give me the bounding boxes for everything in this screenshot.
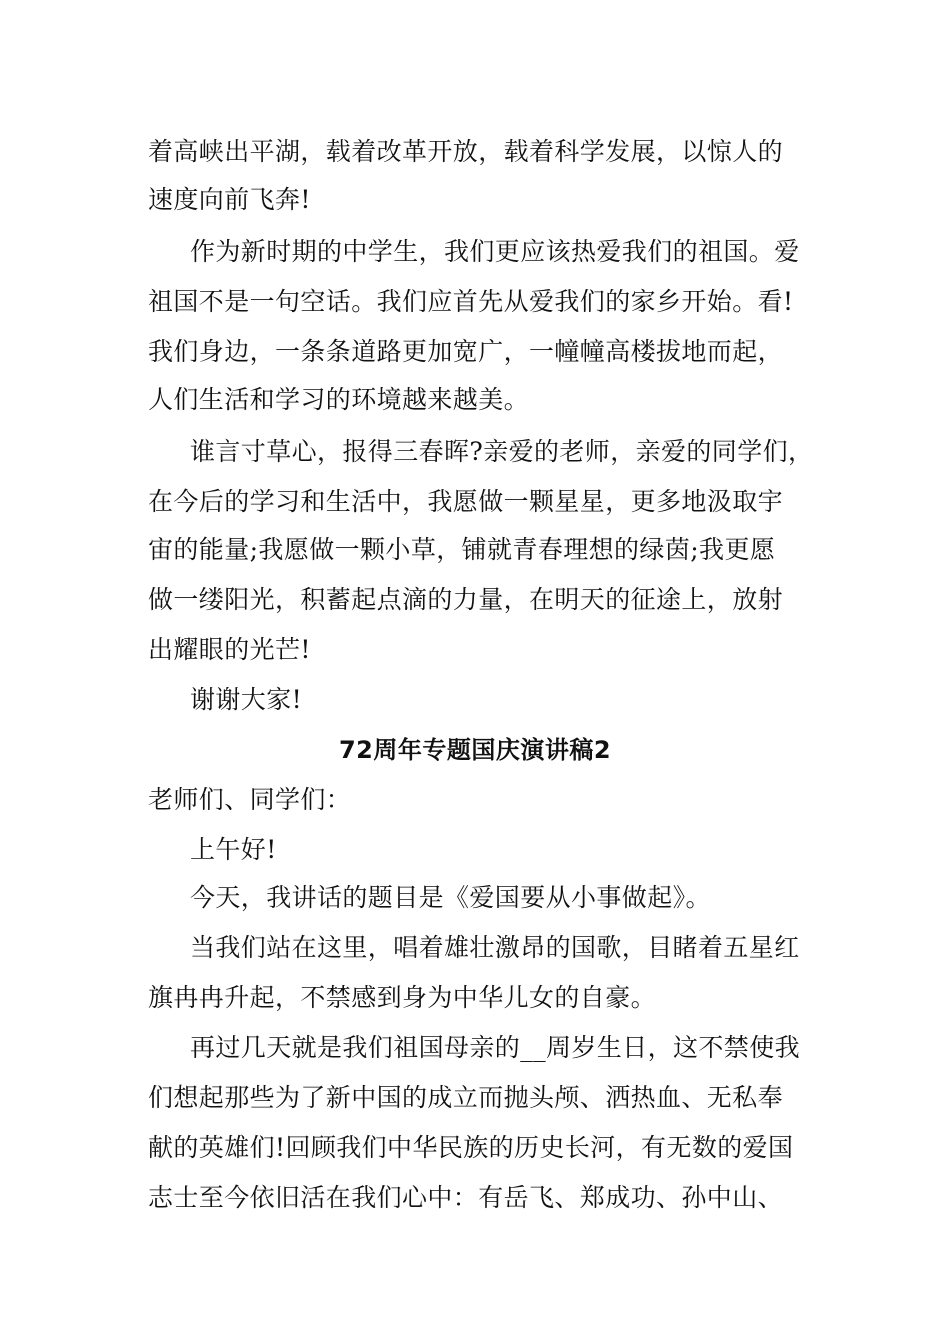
text-line: 我们身边，一条条道路更加宽广，一幢幢高楼拔地而起， — [148, 337, 784, 366]
text-line: 作为新时期的中学生，我们更应该热爱我们的祖国。爱 — [190, 237, 800, 266]
text-line: 速度向前飞奔! — [148, 185, 311, 214]
text-line: 献的英雄们!回顾我们中华民族的历史长河，有无数的爱国 — [148, 1133, 794, 1162]
text-line: 当我们站在这里，唱着雄壮激昂的国歌，目睹着五星红 — [190, 933, 800, 962]
text-line: 再过几天就是我们祖国母亲的__周岁生日，这不禁使我 — [190, 1033, 801, 1062]
text-line: 人们生活和学习的环境越来越美。 — [148, 385, 530, 414]
text-line: 宙的能量;我愿做一颗小草，铺就青春理想的绿茵;我更愿 — [148, 535, 776, 564]
text-line: 祖国不是一句空话。我们应首先从爱我们的家乡开始。看! — [148, 287, 794, 316]
text-line: 旗冉冉升起，不禁感到身为中华儿女的自豪。 — [148, 983, 657, 1012]
thanks-line: 谢谢大家! — [190, 685, 303, 714]
text-line: 做一缕阳光，积蓄起点滴的力量，在明天的征途上，放射 — [148, 585, 784, 614]
greeting: 上午好! — [190, 835, 277, 864]
text-line: 志士至今依旧活在我们心中：有岳飞、郑成功、孙中山、 — [148, 1183, 784, 1212]
text-line: 谁言寸草心，报得三春晖?亲爱的老师，亲爱的同学们， — [190, 437, 814, 466]
text-line: 着高峡出平湖，载着改革开放，载着科学发展，以惊人的 — [148, 137, 784, 166]
text-line: 们想起那些为了新中国的成立而抛头颅、洒热血、无私奉 — [148, 1083, 784, 1112]
topic-line: 今天，我讲话的题目是《爱国要从小事做起》。 — [190, 883, 711, 912]
section-title: 72周年专题国庆演讲稿2 — [338, 736, 612, 764]
text-line: 出耀眼的光芒! — [148, 635, 311, 664]
text-line: 在今后的学习和生活中，我愿做一颗星星，更多地汲取宇 — [148, 487, 784, 516]
salutation: 老师们、同学们： — [148, 785, 352, 814]
